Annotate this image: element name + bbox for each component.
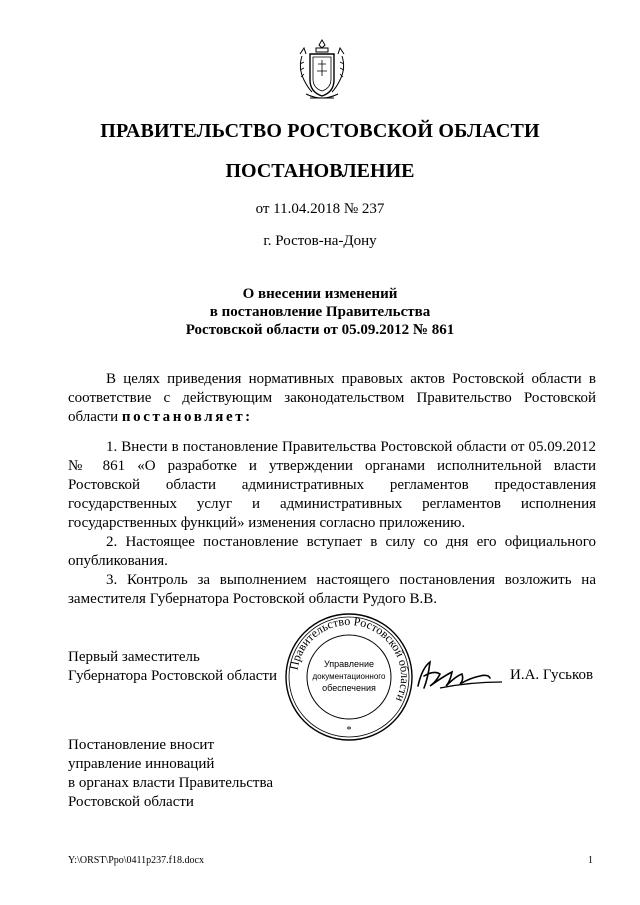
submitted-line-3: в органах власти Правительства (68, 775, 273, 791)
handwritten-signature (410, 656, 510, 696)
decree-item-3: 3. Контроль за выполнением настоящего постановления возложить на заместителя Губернатора Ростовской области Рудого В.В. (68, 572, 596, 607)
decree-items (68, 438, 596, 609)
document-type-heading: ПОСТАНОВЛЕНИЕ (225, 160, 415, 182)
submitted-line-4: Ростовской области (68, 794, 194, 810)
file-path: Y:\ORST\Ppo\0411p237.f18.docx (68, 855, 204, 866)
government-heading: ПРАВИТЕЛЬСТВО РОСТОВСКОЙ ОБЛАСТИ (100, 120, 540, 142)
page-number: 1 (588, 855, 593, 866)
stamp-outer-text: Правительство Ростовской области (286, 613, 413, 705)
stamp-inner-line-1: Управление (323, 659, 375, 669)
coat-of-arms-emblem (296, 38, 348, 104)
title-line-1: О внесении изменений (242, 286, 398, 302)
position-line-2: Губернатора Ростовской области (68, 668, 278, 684)
svg-text:*: * (346, 725, 352, 736)
decree-item-2: 2. Настоящее постановление вступает в силу со дня его официального опубликования. (68, 534, 596, 569)
position-line-1: Первый заместитель (68, 649, 200, 665)
stamp-inner-line-2: документационного (312, 672, 386, 681)
decree-item-1: 1. Внести в постановление Правительства Ростовской области от 05.09.2012 № 861 «О разработке и утверждении органами исполнительной власти Ростовской области административных регламентов предоставления государственных услуг и административных регламентов исполнения государственных функций» изменения согласно приложению. (68, 439, 596, 531)
submitted-line-1: Постановление вносит (68, 737, 215, 753)
signatory-position (68, 648, 277, 686)
title-line-2: в постановление Правительства (209, 304, 431, 320)
city: г. Ростов-на-Дону (263, 233, 377, 249)
title-line-3: Ростовской области от 05.09.2012 № 861 (185, 322, 455, 338)
preamble-paragraph (68, 370, 596, 427)
official-stamp (283, 611, 415, 743)
submitted-by-note (68, 736, 273, 812)
date-and-number: от 11.04.2018 № 237 (255, 201, 385, 217)
preamble-text: В целях приведения нормативных правовых актов Ростовской области в соответствие с действующим законодательством Правительство Ростовской области (68, 371, 596, 425)
document-title (0, 285, 640, 339)
stamp-inner-line-3: обеспечения (322, 683, 376, 693)
decree-word: постановляет: (121, 409, 253, 425)
submitted-line-2: управление инноваций (68, 756, 215, 772)
signatory-name: И.А. Гуськов (510, 667, 594, 683)
